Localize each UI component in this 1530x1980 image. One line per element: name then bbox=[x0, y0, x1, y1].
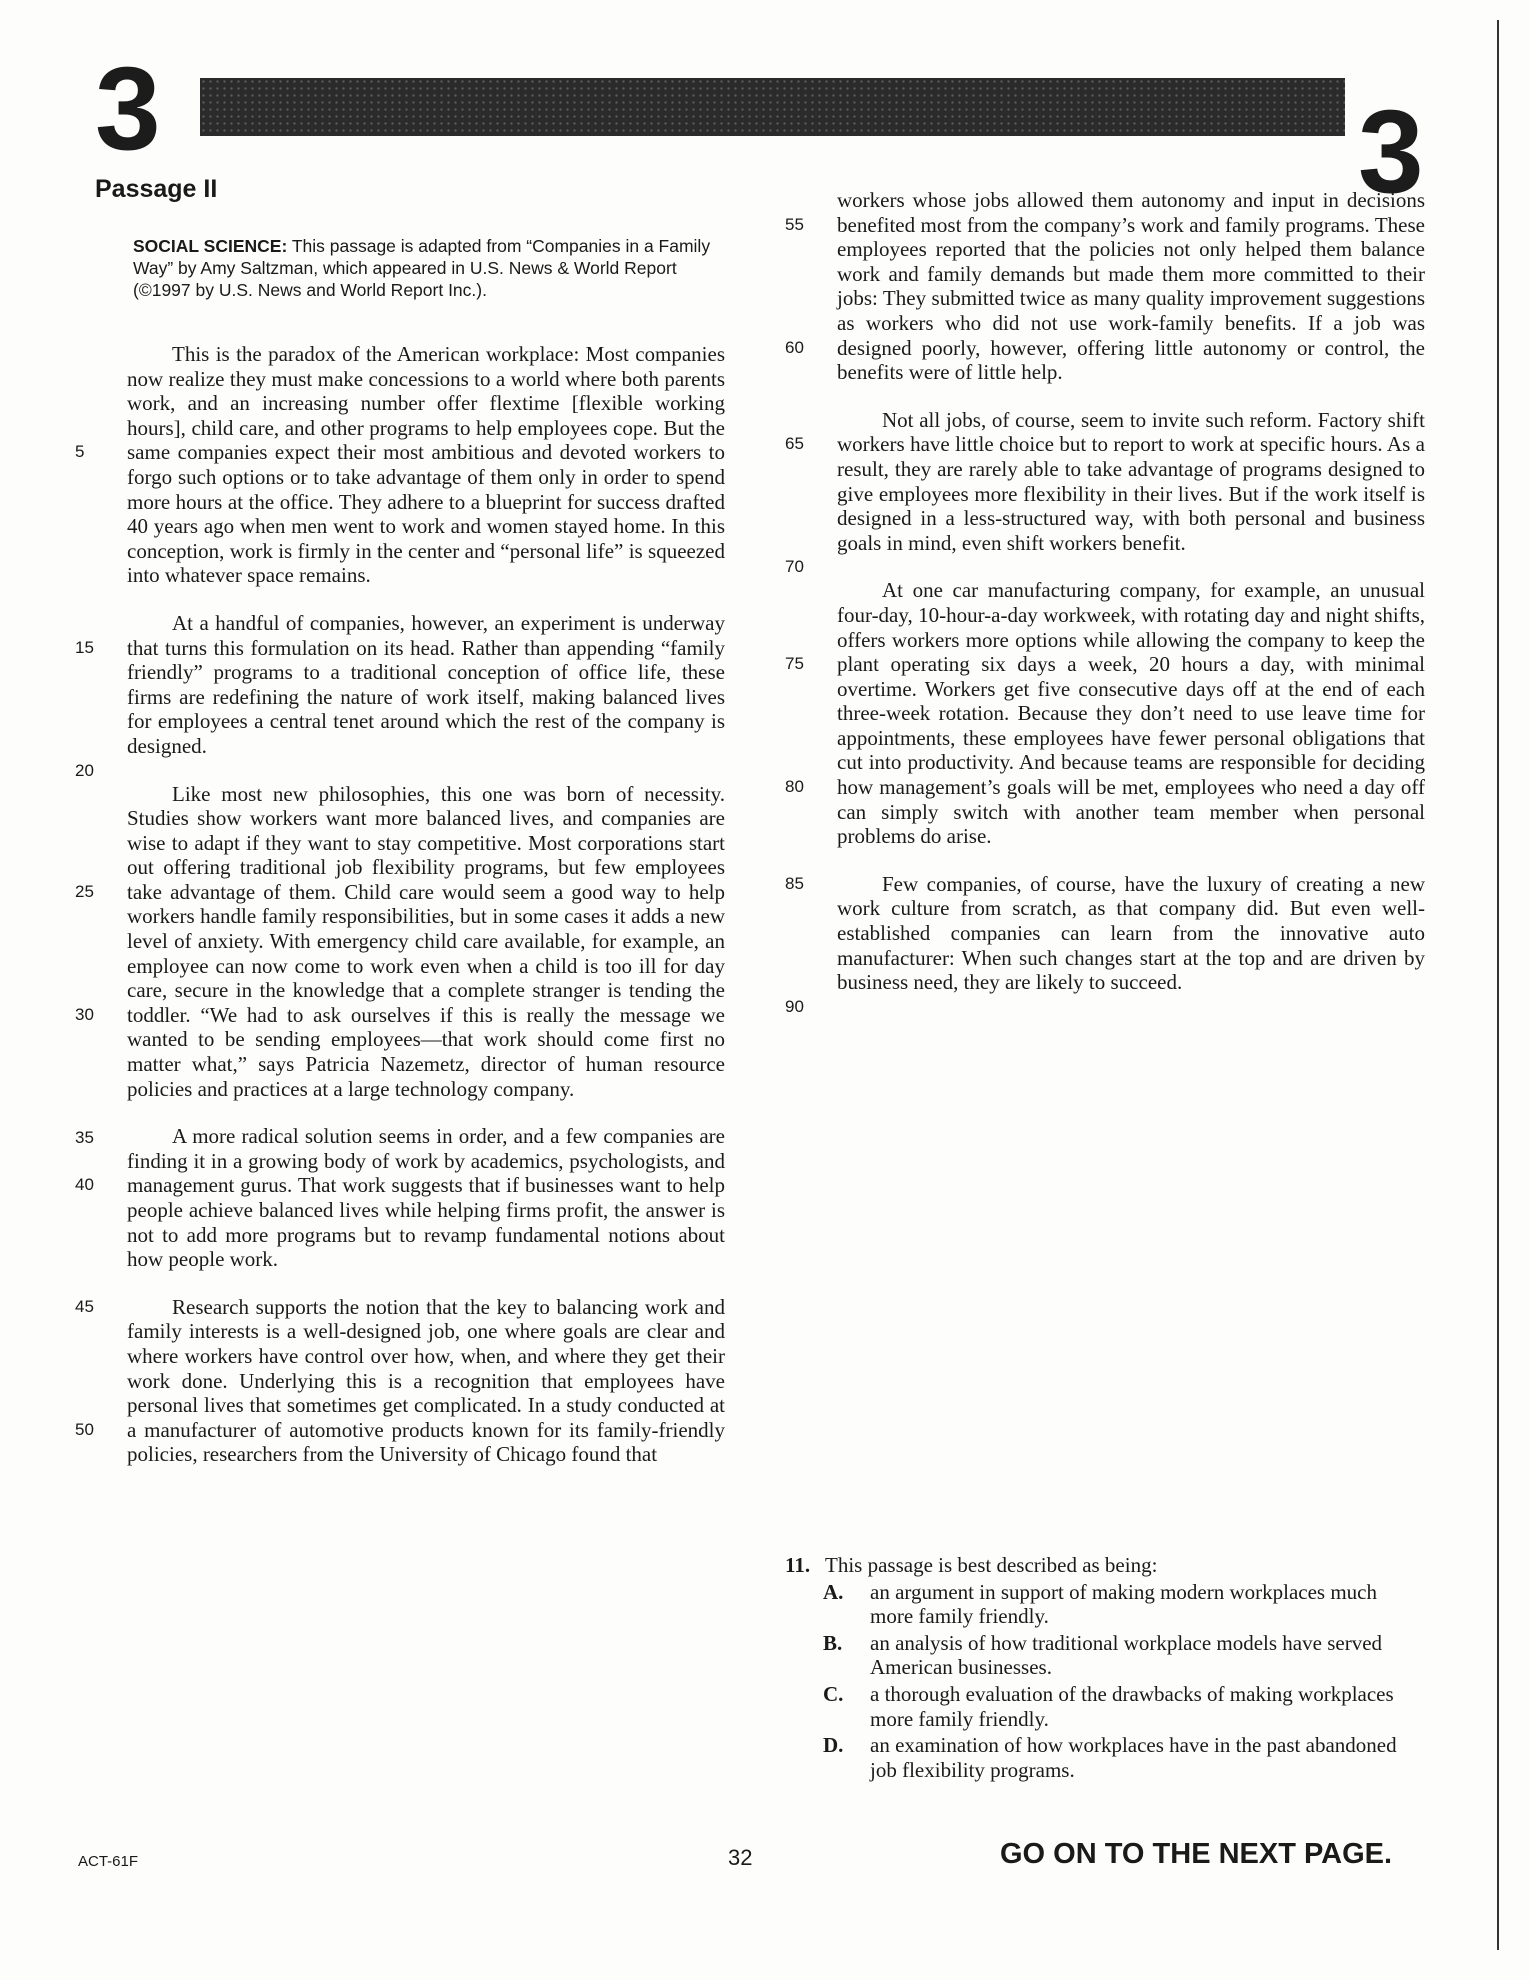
passage-paragraph bbox=[75, 610, 725, 780]
question-stem: This passage is best described as being: bbox=[825, 1553, 1158, 1577]
passage-paragraph bbox=[785, 871, 1425, 1016]
passage-paragraph bbox=[785, 188, 1425, 385]
section-header-bar bbox=[200, 78, 1345, 136]
passage-left-column bbox=[75, 342, 725, 1490]
line-number: 50 bbox=[75, 1419, 94, 1439]
line-number: 55 bbox=[785, 214, 804, 234]
choice-letter: D. bbox=[823, 1733, 844, 1758]
passage-title: Passage II bbox=[95, 175, 218, 203]
paragraph-text: workers whose jobs allowed them autonomy and input in decisions benefited most from the company’s work and family programs. These employees reported that the policies not only helped them balance work and family demands but made them more committed to their jobs: They submitted twice as many quality improvement suggestions as workers who did not use work-family benefits. If a job was designed poorly, however, offering little autonomy or control, the benefits were of little help. bbox=[837, 188, 1425, 385]
question-number: 11. bbox=[785, 1553, 811, 1577]
paragraph-text: A more radical solution seems in order, and a few companies are finding it in a growing body of work by academics, psychologists, and management gurus. That work suggests that if businesses want to help people achieve balanced lives while helping firms profit, the answer is not to add more programs but to revamp fundamental notions about how people work. bbox=[127, 1124, 725, 1272]
choice-text: a thorough evaluation of the drawbacks of making workplaces more family friendly. bbox=[870, 1681, 1394, 1731]
answer-choice[interactable] bbox=[823, 1733, 1425, 1782]
page-number: 32 bbox=[728, 1845, 753, 1870]
paragraph-text: At one car manufacturing company, for example, an unusual four-day, 10-hour-a-day workweek, with rotating day and night shifts, offers workers more options while allowing the company to keep the plant operating six days a week, 20 hours a day, with minimal overtime. Workers get five consecutive days off at the end of each three-week rotation. Because they don’t need to use leave time for appointments, these employees have fewer personal obligations that cut into productivity. And because teams are responsible for deciding how management’s goals will be met, employees who need a day off can simply switch with another team member when personal problems do arise. bbox=[837, 578, 1425, 849]
paragraph-text: Research supports the notion that the key to balancing work and family interests is a well-designed job, one where goals are clear and where workers have control over how, when, and where they get their work done. Underlying this is a recognition that employees have personal lives that sometimes get complicated. In a study conducted at a manufacturer of automotive products known for its family-friendly policies, researchers from the University of Chicago found that bbox=[127, 1294, 725, 1467]
passage-paragraph bbox=[75, 781, 725, 1147]
paragraph-text: Not all jobs, of course, seem to invite such reform. Factory shift workers have little choice but to report to work at specific hours. As a result, they are rarely able to take advantage of programs designed to give employees more flexibility in their lives. But if the work itself is designed in a less-structured way, with both personal and business goals in mind, even shift workers benefit. bbox=[837, 407, 1425, 555]
line-number: 20 bbox=[75, 760, 94, 780]
intro-label: SOCIAL SCIENCE: bbox=[133, 236, 288, 256]
go-on-instruction: GO ON TO THE NEXT PAGE. bbox=[1000, 1838, 1393, 1870]
question-11 bbox=[785, 1553, 1425, 1782]
line-number: 40 bbox=[75, 1175, 94, 1195]
section-number-left: 3 bbox=[95, 43, 161, 175]
passage-paragraph bbox=[785, 407, 1425, 577]
line-number: 30 bbox=[75, 1004, 94, 1024]
section-number-right: 3 bbox=[1358, 86, 1424, 218]
paragraph-text: Few companies, of course, have the luxury of creating a new work culture from scratch, as that company did. But even well-established companies can learn from the innovative auto manufacturer: When such changes start at the top and are driven by business need, they are likely to succeed. bbox=[837, 871, 1425, 995]
paragraph-text: At a handful of companies, however, an experiment is underway that turns this formulation on its head. Rather than appending “family friendly” programs to a traditional conception of office life, these firms are redefining the nature of work itself, making balanced lives for employees a central tenet around which the rest of the company is designed. bbox=[127, 610, 725, 758]
passage-paragraph bbox=[75, 1124, 725, 1272]
answer-choice[interactable] bbox=[823, 1682, 1425, 1731]
line-number: 90 bbox=[785, 996, 804, 1016]
paragraph-text: Like most new philosophies, this one was born of necessity. Studies show workers want more balanced lives, and companies are wise to adapt if they want to stay competitive. Most corporations start out offering traditional job flexibility programs, but few employees take advantage of them. Child care would seem a good way to help workers handle family responsibilities, but in some cases it adds a new level of anxiety. With emergency child care available, for example, an employee can now come to work even when a child is too ill for day care, secure in the knowledge that a complete stranger is tending the toddler. “We had to ask ourselves if this is really the message we wanted to be sending employees—that work should come first no matter what,” says Patricia Nazemetz, director of human resource policies and practices at a large technology company. bbox=[127, 781, 725, 1101]
passage-paragraph bbox=[785, 578, 1425, 849]
passage-intro bbox=[133, 235, 733, 301]
line-number: 5 bbox=[75, 442, 85, 462]
choice-letter: B. bbox=[823, 1630, 843, 1655]
choice-letter: C. bbox=[823, 1681, 844, 1706]
line-number: 70 bbox=[785, 557, 804, 577]
choice-text: an argument in support of making modern workplaces much more family friendly. bbox=[870, 1579, 1377, 1629]
line-number: 15 bbox=[75, 637, 94, 657]
line-number: 65 bbox=[785, 434, 804, 454]
choice-text: an examination of how workplaces have in the past abandoned job flexibility programs. bbox=[870, 1733, 1397, 1782]
line-number: 25 bbox=[75, 881, 94, 901]
choice-letter: A. bbox=[823, 1579, 844, 1604]
paragraph-text: This is the paradox of the American workplace: Most companies now realize they must make concessions to a world where both parents work, and an increasing number offer flextime [flexible working hours], child care, and other programs to help employees cope. But the same companies expect their most ambitious and devoted workers to forgo such options or to take advantage of them only in order to spend more hours at the office. They adhere to a blueprint for success drafted 40 years ago when men went to work and women stayed home. In this conception, work is firmly in the center and “personal life” is squeezed into whatever space remains. bbox=[127, 342, 725, 588]
passage-right-column bbox=[785, 188, 1425, 1018]
line-number: 45 bbox=[75, 1296, 94, 1316]
line-number: 80 bbox=[785, 777, 804, 797]
answer-choice[interactable] bbox=[823, 1631, 1425, 1680]
line-number: 35 bbox=[75, 1127, 94, 1147]
answer-choice[interactable] bbox=[823, 1580, 1425, 1629]
passage-paragraph bbox=[75, 1295, 725, 1467]
form-code: ACT-61F bbox=[78, 1853, 139, 1870]
line-number: 85 bbox=[785, 873, 804, 893]
choice-text: an analysis of how traditional workplace models have served American businesses. bbox=[870, 1630, 1383, 1680]
page-edge-line bbox=[1497, 20, 1499, 1950]
passage-paragraph bbox=[75, 342, 725, 588]
line-number: 60 bbox=[785, 337, 804, 357]
line-number: 75 bbox=[785, 654, 804, 674]
intro-text: This passage is adapted from “Companies in a Family Way” by Amy Saltzman, which appeared in U.S. News & World Report (©1997 by U.S. News and World Report Inc.). bbox=[133, 236, 711, 300]
